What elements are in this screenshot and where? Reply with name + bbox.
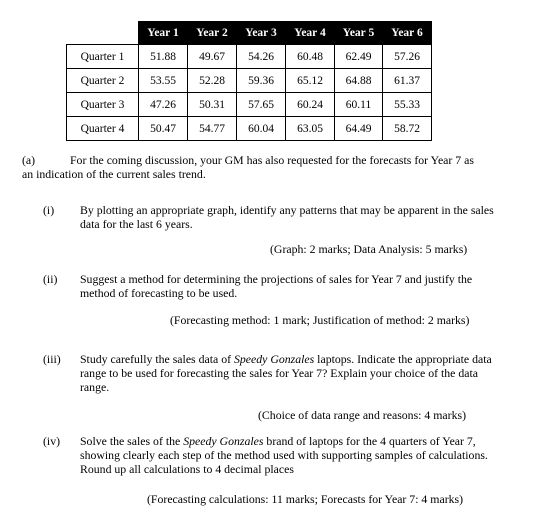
column-header: Year 4 <box>286 22 335 45</box>
table-cell: 59.36 <box>237 69 286 93</box>
question-ii-label: (ii) <box>43 272 58 286</box>
column-header: Year 3 <box>237 22 286 45</box>
table-cell: 50.31 <box>188 93 237 117</box>
table-cell: 64.49 <box>335 117 383 141</box>
row-label: Quarter 2 <box>67 69 139 93</box>
table-cell: 54.77 <box>188 117 237 141</box>
question-iv-text-before: Solve the sales of the <box>80 434 184 448</box>
question-i-text: By plotting an appropriate graph, identify any patterns that may be apparent in the sales data for the last 6 years. <box>80 203 494 231</box>
column-header: Year 1 <box>139 22 188 45</box>
question-ii-text: Suggest a method for determining the projections of sales for Year 7 and justify the method of forecasting to be used. <box>80 272 473 300</box>
question-iii-text-before: Study carefully the sales data of <box>80 352 234 366</box>
table-cell: 51.88 <box>139 45 188 69</box>
question-iii-marks: (Choice of data range and reasons: 4 marks) <box>258 408 467 422</box>
question-iv-text <box>80 434 500 476</box>
table-row <box>67 69 432 93</box>
table-cell: 54.26 <box>237 45 286 69</box>
question-iv-label: (iv) <box>43 434 61 448</box>
table-cell: 49.67 <box>188 45 237 69</box>
question-iii-text <box>80 352 500 394</box>
row-label: Quarter 3 <box>67 93 139 117</box>
table-corner-cell <box>67 22 139 45</box>
question-i-label: (i) <box>43 203 55 217</box>
column-header: Year 6 <box>383 22 432 45</box>
row-label: Quarter 4 <box>67 117 139 141</box>
table-cell: 60.11 <box>335 93 383 117</box>
table-cell: 55.33 <box>383 93 432 117</box>
table-cell: 47.26 <box>139 93 188 117</box>
table-cell: 60.48 <box>286 45 335 69</box>
table-cell: 63.05 <box>286 117 335 141</box>
table-row <box>67 93 432 117</box>
question-iii-brand: Speedy Gonzales <box>233 352 315 366</box>
row-label: Quarter 1 <box>67 45 139 69</box>
question-iv-text-after: brand of laptops for the 4 quarters of Year 7, showing clearly each step of the method used with supporting samples of calculations. Round up all calculations to 4 decimal places <box>80 434 488 476</box>
table-row <box>67 45 432 69</box>
table-cell: 65.12 <box>286 69 335 93</box>
question-i-marks: (Graph: 2 marks; Data Analysis: 5 marks) <box>270 242 468 256</box>
question-ii-marks: (Forecasting method: 1 mark; Justification of method: 2 marks) <box>170 313 470 327</box>
table-cell: 57.26 <box>383 45 432 69</box>
table-cell: 58.72 <box>383 117 432 141</box>
part-a-label: (a) <box>22 153 36 167</box>
table-cell: 50.47 <box>139 117 188 141</box>
question-iv-brand: Speedy Gonzales <box>183 434 264 448</box>
question-iii-label: (iii) <box>43 352 61 366</box>
column-header: Year 2 <box>188 22 237 45</box>
column-header: Year 5 <box>335 22 383 45</box>
table-header-row <box>67 22 432 45</box>
table-cell: 60.04 <box>237 117 286 141</box>
sales-data-table <box>66 21 432 141</box>
table-cell: 61.37 <box>383 69 432 93</box>
question-iv-marks: (Forecasting calculations: 11 marks; Forecasts for Year 7: 4 marks) <box>147 492 464 506</box>
table-cell: 62.49 <box>335 45 383 69</box>
table-cell: 57.65 <box>237 93 286 117</box>
table-cell: 64.88 <box>335 69 383 93</box>
table-row <box>67 117 432 141</box>
table-cell: 53.55 <box>139 69 188 93</box>
table-cell: 60.24 <box>286 93 335 117</box>
table-cell: 52.28 <box>188 69 237 93</box>
part-a-intro-line2: an indication of the current sales trend. <box>22 167 206 181</box>
part-a-intro-line1: For the coming discussion, your GM has also requested for the forecasts for Year 7 as <box>70 153 474 167</box>
question-iii-text-after: laptops. Indicate the appropriate data range to be used for forecasting the sales for Year 7? Explain your choice of the data range. <box>80 352 492 394</box>
